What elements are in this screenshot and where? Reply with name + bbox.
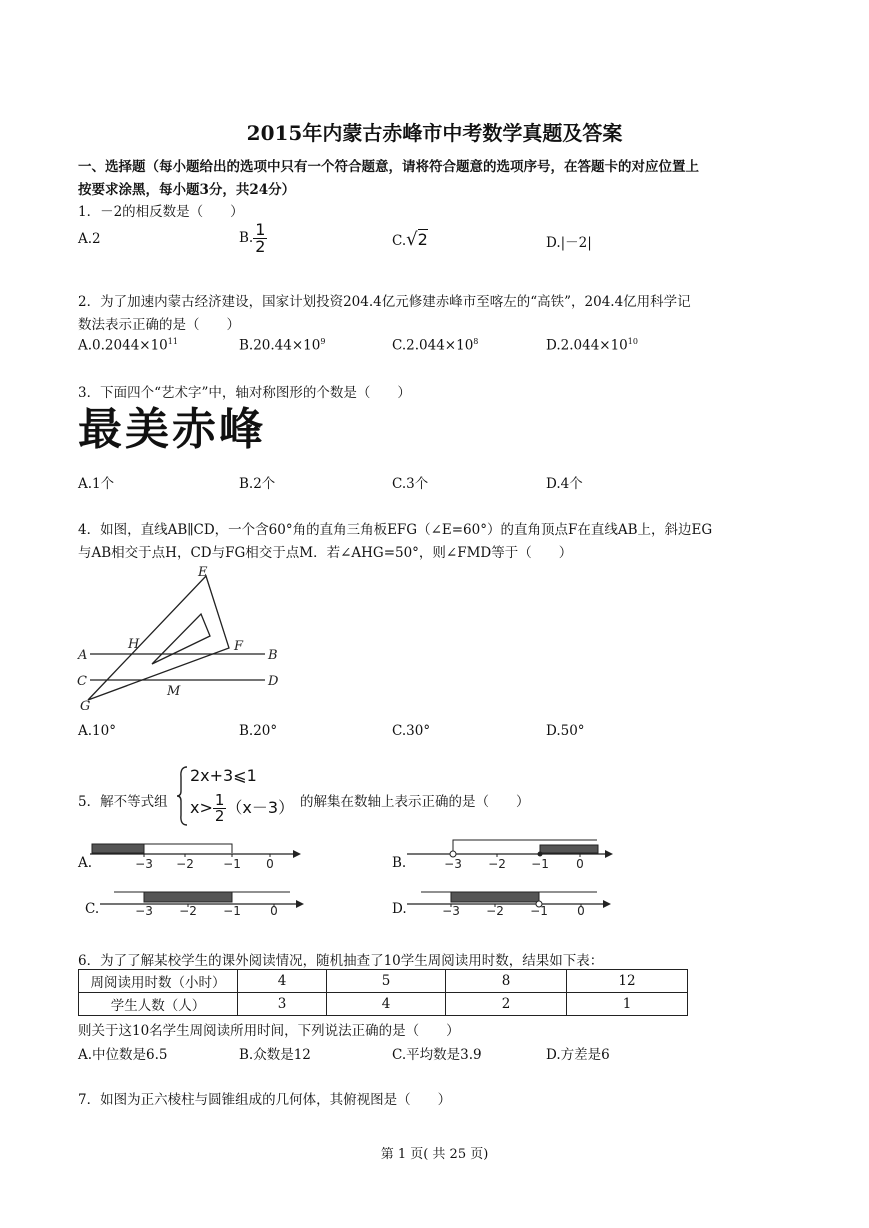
q1-option-d: D.|－2| [546,235,592,251]
label-g: G [80,699,91,714]
q4-option-b: B.20° [239,723,278,739]
sqrt-icon: √ [406,229,418,250]
q1-fraction-denominator: 2 [255,237,266,256]
q2-option-a-text: A.0.2044×10 [78,337,168,354]
table-cell: 2 [446,993,567,1016]
q2-option-c-text: C.2.044×10 [392,337,474,354]
tick-b-neg3: −3 [444,857,462,871]
q4-geometry-figure [72,562,292,714]
q5-fraction [213,793,227,824]
q1-option-b-label: B. [239,230,254,246]
table-cell: 周阅读用时数（小时） [79,970,238,993]
q5-ineq2-left: x> [190,798,213,817]
tick-a-neg2: −2 [176,857,194,871]
table-cell: 8 [446,970,567,993]
q5-ineq2-right: （x－3） [226,798,295,817]
q4-option-d: D.50° [546,723,585,739]
label-f: F [234,639,244,654]
q2-option-a [78,337,178,354]
q6-table [78,969,688,1016]
section-heading-line2: 按要求涂黑，每小题3分，共24分） [78,182,296,198]
table-cell: 3 [238,993,327,1016]
table-cell: 学生人数（人） [79,993,238,1016]
table-cell: 4 [238,970,327,993]
question-6-after: 则关于这10名学生周阅读所用时间，下列说法正确的是（ ） [78,1023,460,1039]
tick-c-neg3: −3 [135,904,153,916]
q5-option-a: A. [78,855,93,871]
triangle-efg-inner [152,614,210,664]
tick-d-neg1: −1 [530,904,548,916]
tick-b-neg1: −1 [531,857,549,871]
tick-c-neg2: −2 [179,904,197,916]
q5-option-b: B. [392,855,407,871]
q3-option-d: D.4个 [546,476,583,492]
q1-option-a: A.2 [78,231,101,247]
q2-option-b-exponent: 9 [320,337,326,346]
q2-option-d-exponent: 10 [627,337,638,346]
q6-option-d: D.方差是6 [546,1047,610,1063]
q6-option-a: A.中位数是6.5 [78,1047,168,1063]
q1-option-b [239,222,267,255]
art-characters: 最美赤峰 [78,404,266,455]
label-e: E [198,565,208,580]
question-2-line1: 2．为了加速内蒙古经济建设，国家计划投资204.4亿元修建赤峰市至喀左的“高铁”，204.4亿用科学记 [78,294,691,310]
page-title: 2015年内蒙古赤峰市中考数学真题及答案 [246,121,623,145]
q6-option-b: B.众数是12 [239,1047,311,1063]
q5-numberline-c [98,880,308,916]
question-4-line2: 与AB相交于点H，CD与FG相交于点M．若∠AHG=50°，则∠FMD等于（ ） [78,545,573,561]
q2-option-b [239,337,325,354]
tick-b-zero: 0 [576,857,584,871]
tick-d-neg3: −3 [442,904,460,916]
q2-option-a-exponent: 11 [167,337,178,346]
q1-radicand: 2 [417,230,428,249]
tick-c-neg1: −1 [223,904,241,916]
label-b: B [268,648,278,663]
label-m: M [167,684,181,699]
q4-option-a: A.10° [78,723,116,739]
triangle-efg-outer [88,576,229,700]
q2-option-d-text: D.2.044×10 [546,337,628,354]
q5-option-d: D. [392,901,407,917]
label-c: C [77,674,87,689]
q5-fraction-denominator: 2 [214,807,225,825]
tick-d-zero: 0 [577,904,585,916]
q6-option-c: C.平均数是3.9 [392,1047,482,1063]
q1-option-c-label: C. [392,233,407,249]
label-h: H [128,637,140,652]
q1-option-c [392,229,428,250]
table-cell: 4 [327,993,446,1016]
question-5-prefix: 5．解不等式组 [78,794,168,810]
table-cell: 1 [567,993,688,1016]
table-row [79,970,688,993]
q5-numberline-b [405,836,615,872]
q2-option-c-exponent: 8 [473,337,479,346]
question-2-line2: 数法表示正确的是（ ） [78,317,240,333]
table-row [79,993,688,1016]
question-1-stem: 1．－2的相反数是（ ） [78,204,244,220]
q5-option-c: C. [85,901,100,917]
tick-a-zero: 0 [266,857,274,871]
q3-option-b: B.2个 [239,476,276,492]
q1-fraction-numerator: 1 [255,220,266,239]
q2-option-c [392,337,478,354]
q4-option-c: C.30° [392,723,431,739]
q5-inequality-1: 2x+3⩽1 [190,766,257,785]
question-6-stem: 6．为了了解某校学生的课外阅读情况，随机抽查了10学生周阅读用时数，结果如下表： [78,953,604,969]
q2-option-b-text: B.20.44×10 [239,337,321,354]
q5-fraction-numerator: 1 [214,791,225,809]
question-3-stem: 3．下面四个“艺术字”中，轴对称图形的个数是（ ） [78,385,411,401]
q3-option-a: A.1个 [78,476,115,492]
tick-c-zero: 0 [270,904,278,916]
question-4-line1: 4．如图，直线AB∥CD，一个含60°角的直角三角板EFG（∠E=60°）的直角顶点F在直线AB上，斜边EG [78,522,713,538]
tick-a-neg1: −1 [223,857,241,871]
q3-option-c: C.3个 [392,476,429,492]
label-d: D [268,674,279,689]
tick-a-neg3: −3 [135,857,153,871]
q2-option-d [546,337,638,354]
q5-numberline-a [88,836,303,872]
question-5-suffix: 的解集在数轴上表示正确的是（ ） [300,794,530,810]
table-cell: 12 [567,970,688,993]
q5-numberline-d [405,880,615,916]
section-heading-line1: 一、选择题（每小题给出的选项中只有一个符合题意，请将符合题意的选项序号，在答题卡的对应位置上 [78,159,699,175]
q1-fraction [253,222,267,255]
q5-inequality-2 [190,793,294,824]
brace-icon [176,765,188,827]
tick-d-neg2: −2 [486,904,504,916]
page-footer: 第 1 页( 共 25 页) [380,1147,489,1162]
label-a: A [78,648,88,663]
table-cell: 5 [327,970,446,993]
question-7-stem: 7．如图为正六棱柱与圆锥组成的几何体，其俯视图是（ ） [78,1092,452,1108]
tick-b-neg2: −2 [488,857,506,871]
